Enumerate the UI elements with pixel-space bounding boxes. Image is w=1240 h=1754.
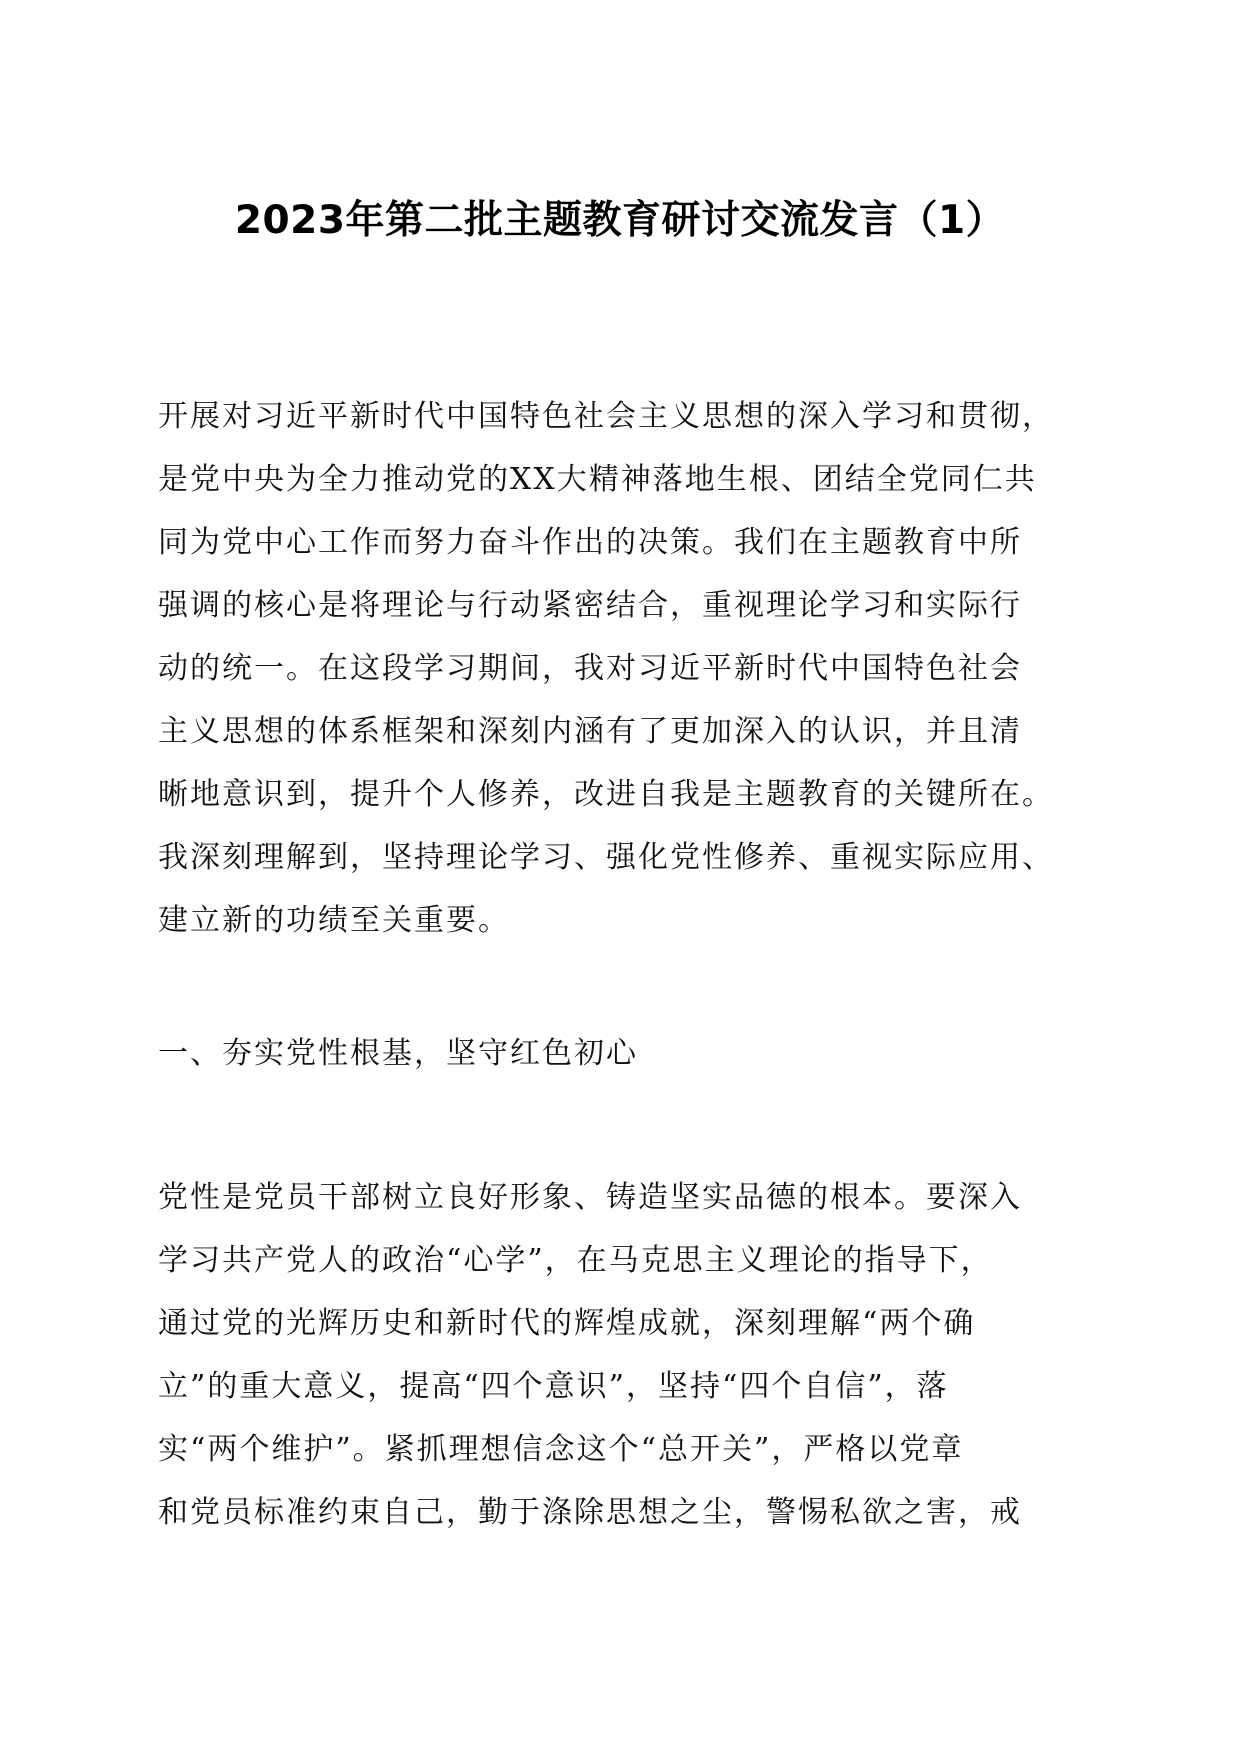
document-title: 2023年第二批主题教育研讨交流发言（1） [234,198,1006,243]
paragraph-line: 强调的核心是将理论与行动紧密结合，重视理论学习和实际行 [158,588,1022,623]
paragraph-line: 党性是党员干部树立良好形象、铸造坚实品德的根本。要深入 [158,1180,1022,1215]
section-heading-text: 一、夯实党性根基，坚守红色初心 [158,1036,638,1071]
paragraph-line: 建立新的功绩至关重要。 [158,903,510,938]
section-heading [158,1022,1098,1085]
paragraph-line: 我深刻理解到，坚持理论学习、强化党性修养、重视实际应用、 [158,840,1054,875]
paragraph-line: 主义思想的体系框架和深刻内涵有了更加深入的认识，并且清 [158,714,1022,749]
paragraph-line: 是党中央为全力推动党的XX大精神落地生根、团结全党同仁共 [158,462,1037,497]
paragraph-line: 同为党中心工作而努力奋斗作出的决策。我们在主题教育中所 [158,525,1022,560]
paragraph-line: 动的统一。在这段学习期间，我对习近平新时代中国特色社会 [158,651,1022,686]
intro-paragraph [158,385,1098,952]
paragraph-line: 开展对习近平新时代中国特色社会主义思想的深入学习和贯彻， [158,399,1054,434]
paragraph-line: 晰地意识到，提升个人修养，改进自我是主题教育的关键所在。 [158,777,1054,812]
paragraph-line: 实“两个维护”。紧抓理想信念这个“总开关”，严格以党章 [158,1432,964,1467]
paragraph-line: 学习共产党人的政治“心学”，在马克思主义理论的指导下， [158,1243,993,1278]
section-paragraph [158,1166,1098,1544]
paragraph-line: 和党员标准约束自己，勤于涤除思想之尘，警惕私欲之害，戒 [158,1495,1022,1530]
paragraph-line: 立”的重大意义，提高“四个意识”，坚持“四个自信”，落 [158,1369,949,1404]
paragraph-line: 通过党的光辉历史和新时代的辉煌成就，深刻理解“两个确 [158,1306,976,1341]
